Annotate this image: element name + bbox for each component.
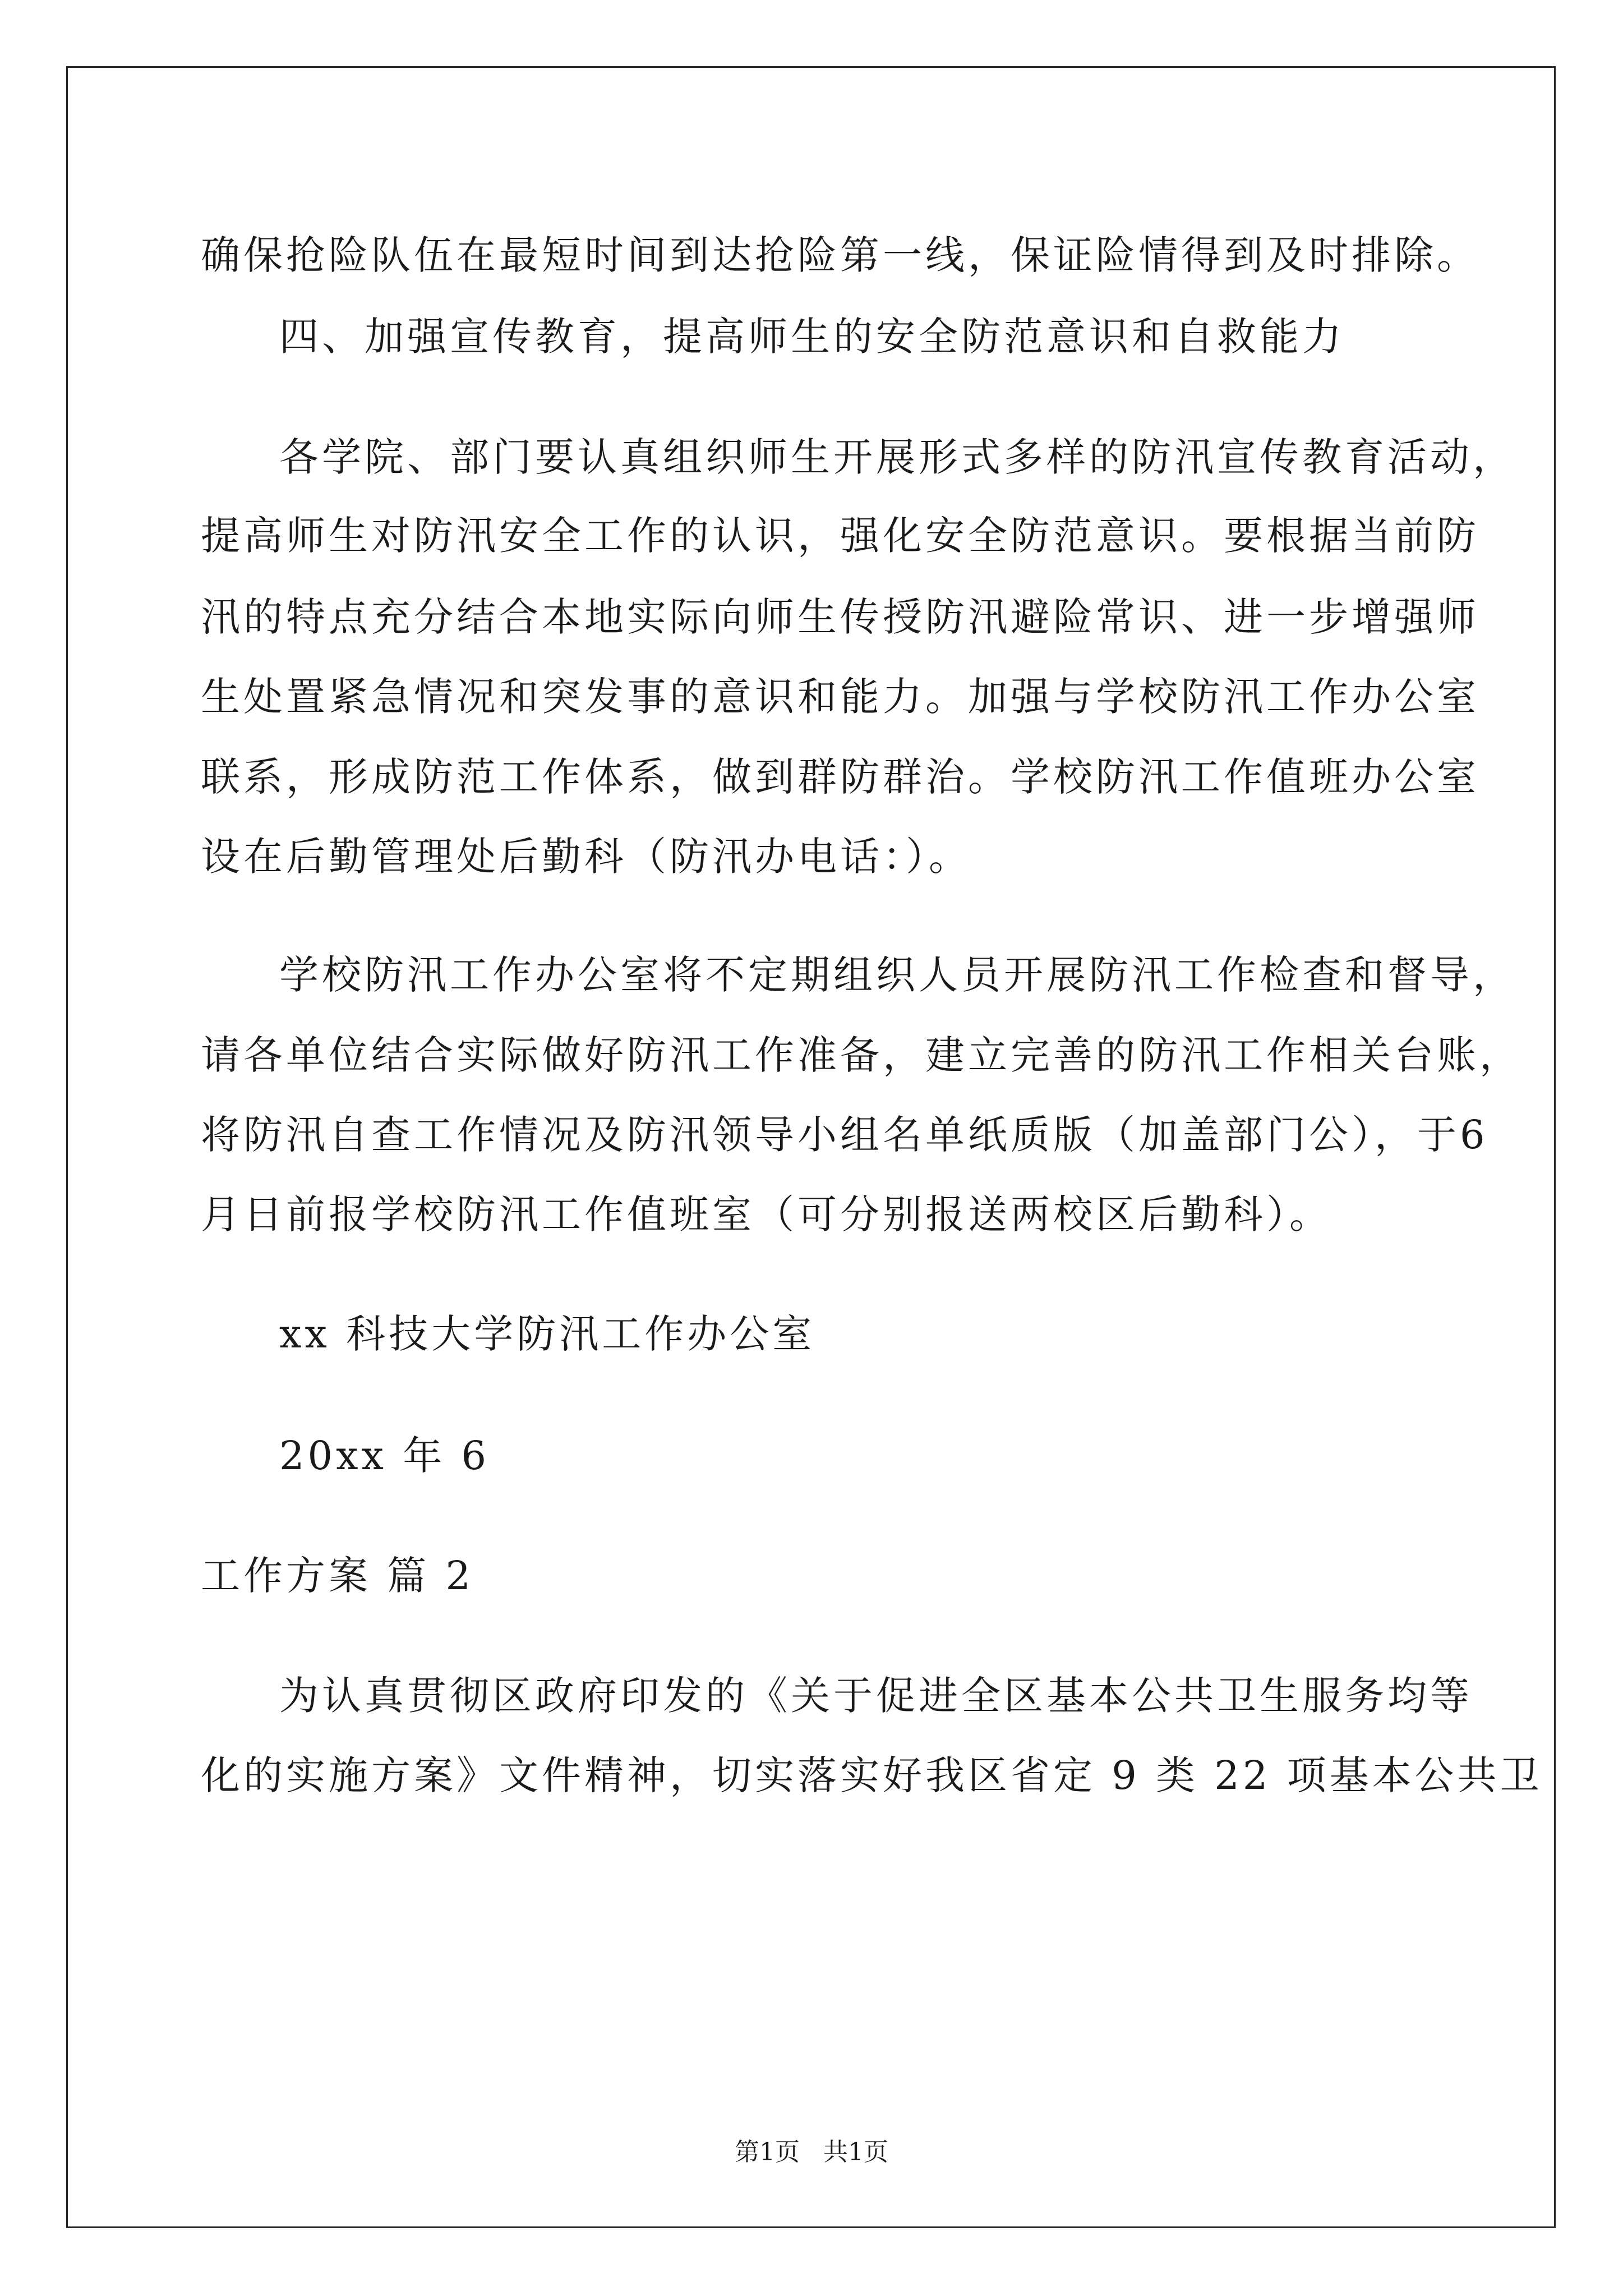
section-title-part-2: 工作方案 篇 2 — [201, 1553, 474, 1599]
body-line-7: 联系，形成防范工作体系，做到群防群治。学校防汛工作值班办公室 — [201, 754, 1479, 800]
body-line-8: 设在后勤管理处后勤科（防汛办电话：）。 — [201, 834, 971, 880]
body-line-6: 生处置紧急情况和突发事的意识和能力。加强与学校防汛工作办公室 — [201, 674, 1479, 720]
signature-date: 20xx 年 6 — [279, 1433, 490, 1479]
body-line-1: 确保抢险队伍在最短时间到达抢险第一线，保证险情得到及时排除。 — [201, 232, 1479, 278]
body-line-17: 化的实施方案》文件精神，切实落实好我区省定 9 类 22 项基本公共卫 — [201, 1752, 1543, 1798]
body-line-5: 汛的特点充分结合本地实际向师生传授防汛避险常识、进一步增强师 — [201, 594, 1479, 640]
body-line-4: 提高师生对防汛安全工作的认识，强化安全防范意识。要根据当前防 — [201, 513, 1479, 559]
body-line-3: 各学院、部门要认真组织师生开展形式多样的防汛宣传教育活动， — [279, 434, 1515, 480]
signature-office: xx 科技大学防汛工作办公室 — [279, 1311, 815, 1357]
body-line-9: 学校防汛工作办公室将不定期组织人员开展防汛工作检查和督导， — [279, 952, 1515, 998]
body-line-10: 请各单位结合实际做好防汛工作准备，建立完善的防汛工作相关台账， — [201, 1032, 1522, 1078]
page-footer: 第1页 共1页 — [735, 2138, 888, 2166]
body-line-11: 将防汛自查工作情况及防汛领导小组名单纸质版（加盖部门公），于6 — [201, 1112, 1488, 1158]
section-heading-4: 四、加强宣传教育，提高师生的安全防范意识和自救能力 — [279, 314, 1345, 360]
body-line-16: 为认真贯彻区政府印发的《关于促进全区基本公共卫生服务均等 — [279, 1673, 1473, 1719]
body-line-12: 月日前报学校防汛工作值班室（可分别报送两校区后勤科）。 — [201, 1191, 1332, 1237]
